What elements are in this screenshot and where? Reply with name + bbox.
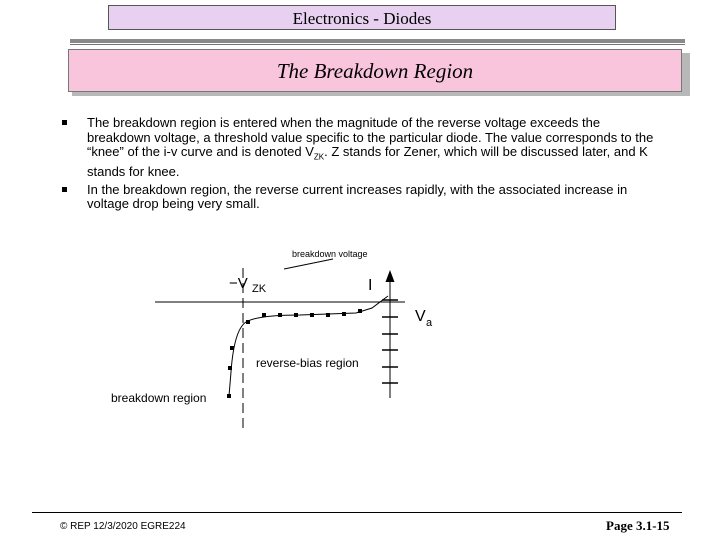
breakdown-region-label: breakdown region xyxy=(111,391,207,405)
page-number: Page 3.1-15 xyxy=(606,518,670,533)
bullet-subscript: ZK xyxy=(313,152,325,162)
vzk-label: −V xyxy=(229,275,248,292)
footer-divider xyxy=(32,512,682,513)
reverse-bias-label: reverse-bias region xyxy=(256,356,359,370)
header-title: Electronics - Diodes xyxy=(108,5,616,30)
slide-title: The Breakdown Region xyxy=(68,49,682,92)
footer-copyright: © REP 12/3/2020 EGRE224 xyxy=(60,521,186,532)
voltage-axis-subscript: a xyxy=(426,317,433,329)
iv-curve xyxy=(229,296,388,396)
bullet-text-cont: . Z stands for Zener, which will be discussed later, and K stands for knee. xyxy=(87,144,648,180)
breakdown-voltage-pointer xyxy=(284,259,333,269)
bullet-text: The breakdown region is entered when the magnitude of the reverse voltage exceeds the breakdown voltage, a threshold value specific to the particular diode. The value corresponds to the “knee” of the i-v curve and is denoted V xyxy=(87,115,654,159)
bullet-text: In the breakdown region, the reverse current increases rapidly, with the associated increase in voltage drop being very small. xyxy=(87,181,628,212)
breakdown-voltage-label: breakdown voltage xyxy=(292,249,368,259)
curve-sample-points xyxy=(227,309,362,398)
current-axis-label: I xyxy=(368,277,373,294)
vzk-subscript: ZK xyxy=(252,283,267,295)
voltage-axis-label: V xyxy=(415,308,426,325)
current-axis-arrow-icon xyxy=(386,270,395,282)
